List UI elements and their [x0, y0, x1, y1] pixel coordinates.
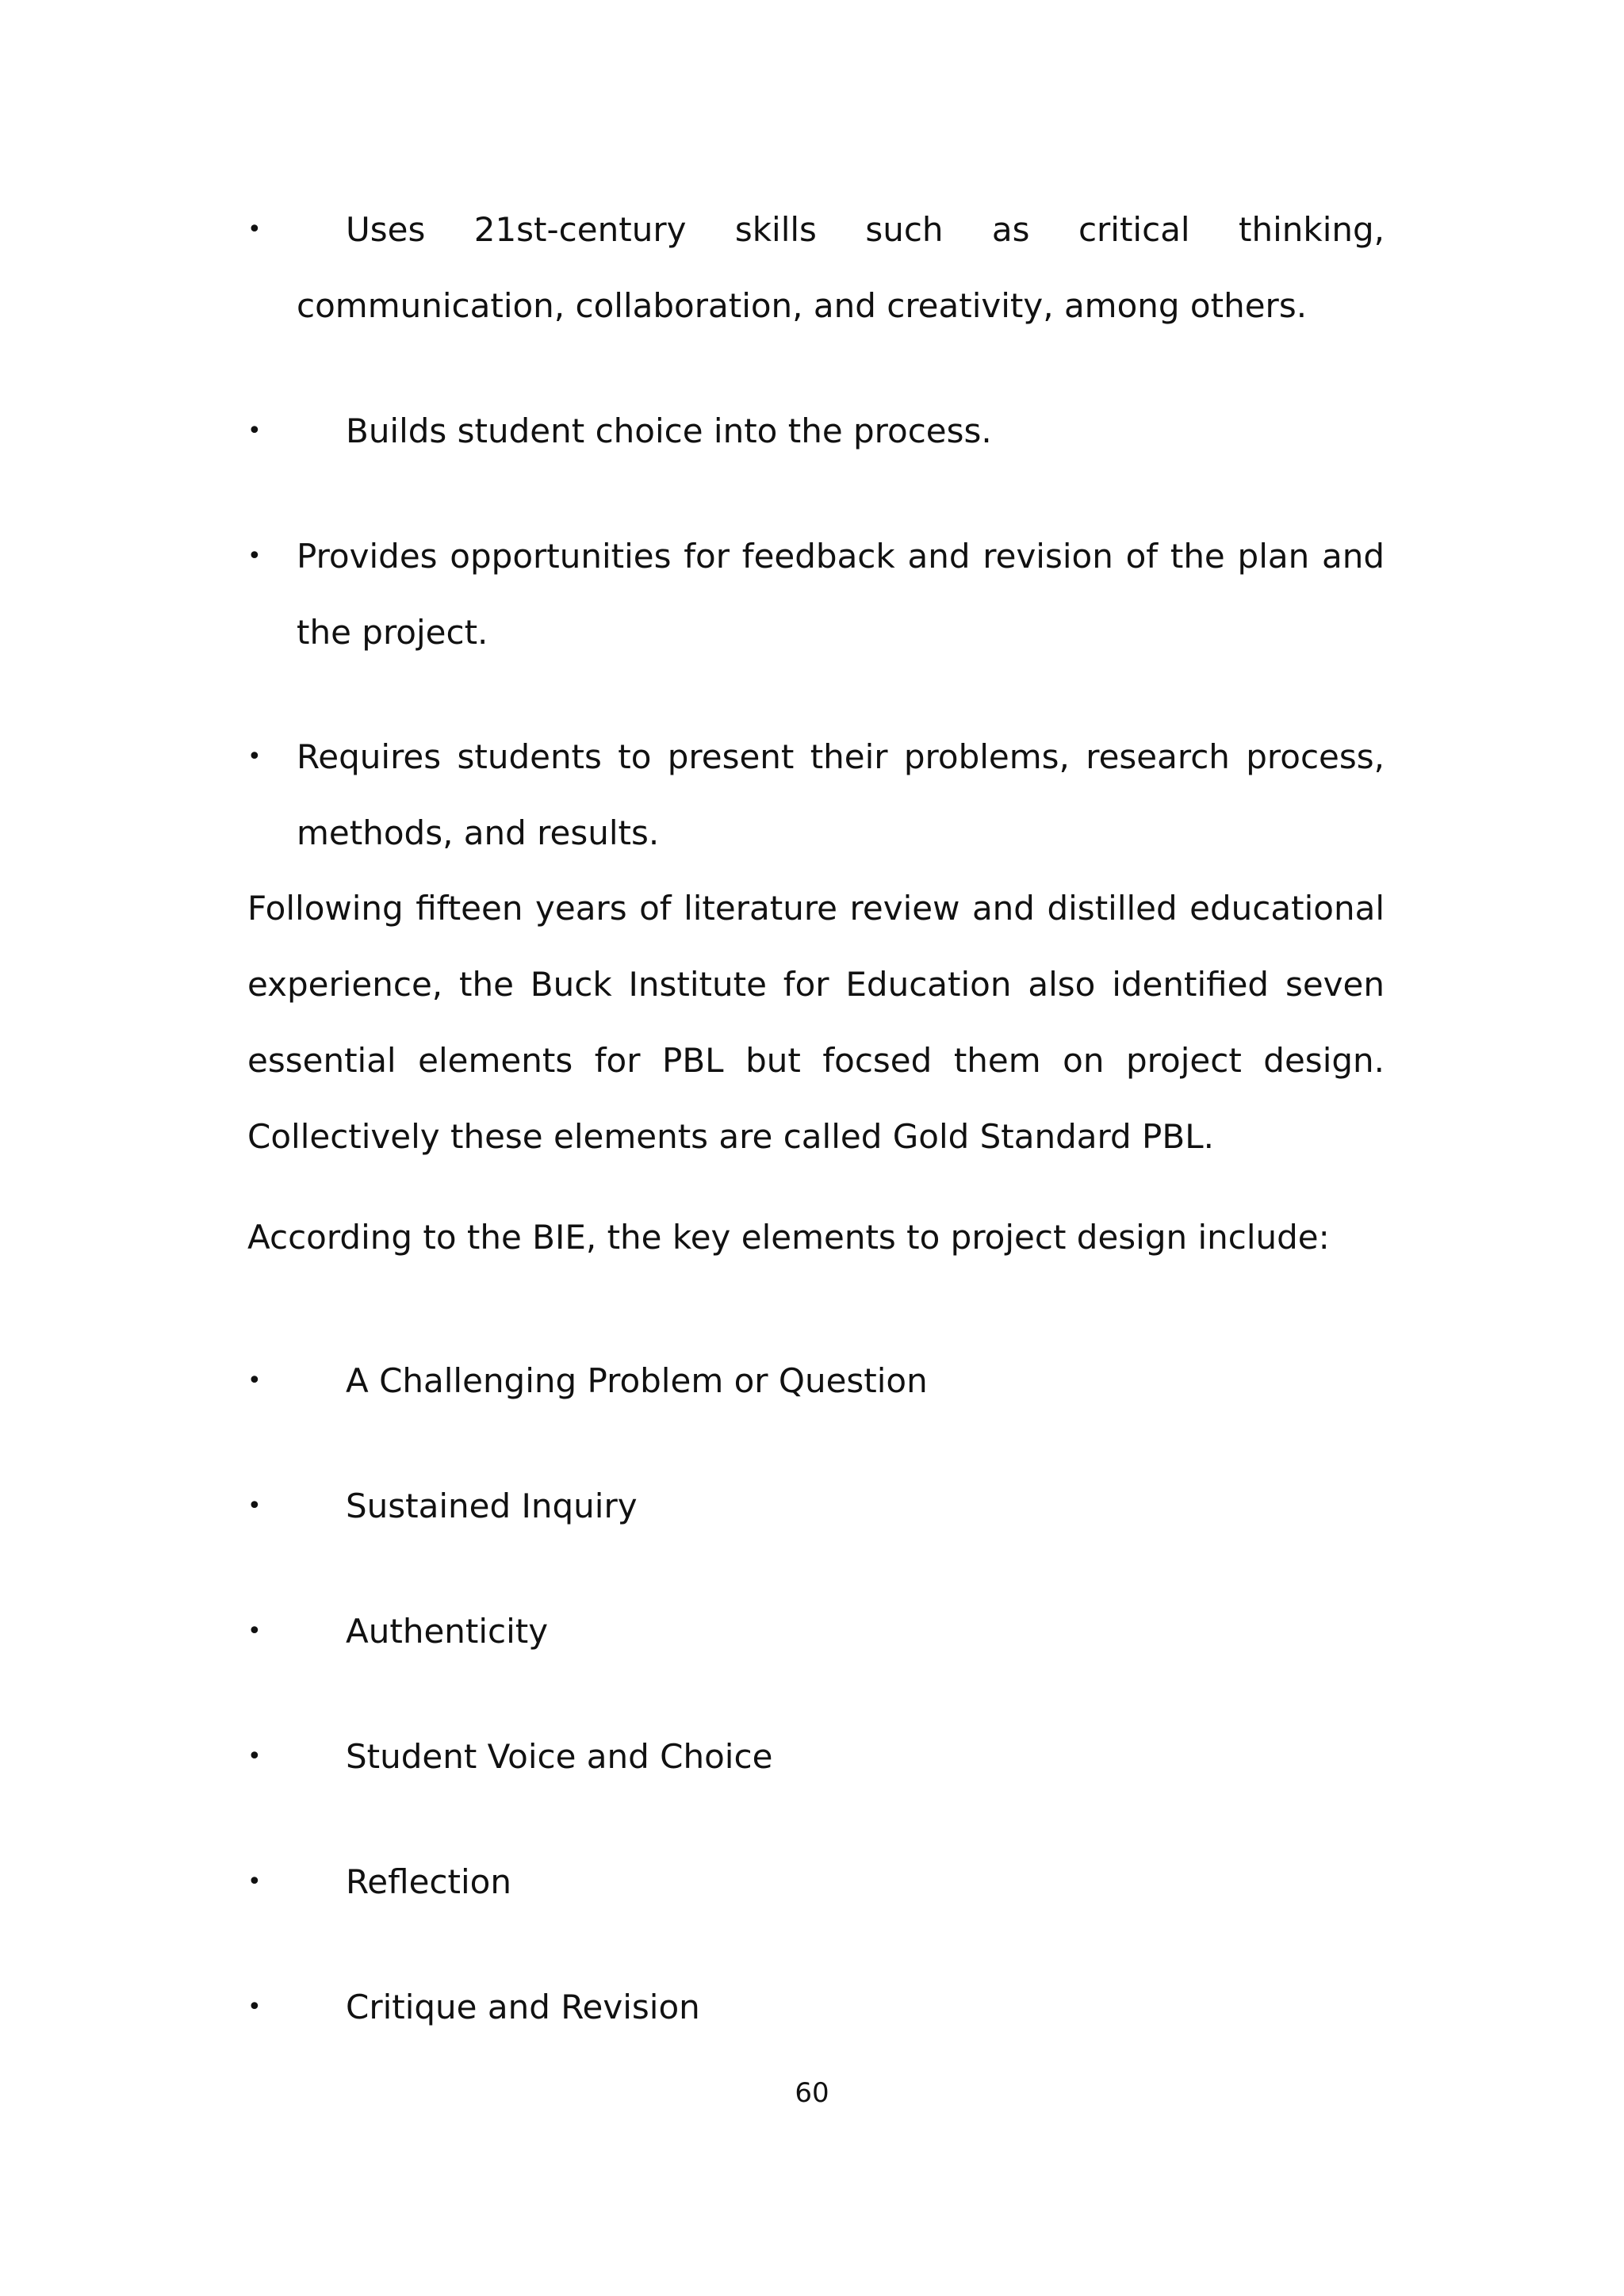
body-paragraph: Following fifteen years of literature review and distilled educational experience, the Buck Institute for Education also identified seven essential elements for PBL but focsed them on project design. Collectively these elements are called Gold Standard PBL. [247, 889, 1385, 1156]
list-item-first-line: Uses 21st-century skills such as critical thinking, [346, 210, 1385, 249]
list-item [247, 1468, 1385, 1544]
list-item-text: Provides opportunities for feedback and revision of the plan and the project. [297, 537, 1385, 652]
bullet-icon: • [247, 1367, 262, 1395]
list-item-text: Student Voice and Choice [346, 1737, 773, 1776]
list-item [247, 393, 1385, 469]
lead-in-sentence: According to the BIE, the key elements to project design include: [247, 1218, 1330, 1257]
bullet-icon: • [247, 743, 262, 771]
bullet-icon: • [247, 216, 262, 243]
list-item-text: Requires students to present their problems, research process, methods, and results. [297, 737, 1385, 852]
list-item [247, 1719, 1385, 1795]
list-item [247, 1343, 1385, 1419]
list-item [247, 1844, 1385, 1920]
bullet-icon: • [247, 1993, 262, 2021]
list-item-text: Authenticity [346, 1612, 549, 1651]
list-item [247, 1969, 1385, 2045]
list-item [247, 519, 1385, 671]
list-item [247, 719, 1385, 871]
bullet-icon: • [247, 1492, 262, 1520]
page-number: 60 [795, 2077, 829, 2109]
list-item [247, 1594, 1385, 1670]
list-item-text [247, 192, 1385, 344]
list-item-text: Builds student choice into the process. [346, 411, 992, 450]
bullet-icon: • [247, 542, 262, 570]
list-item [247, 192, 1385, 344]
bullet-icon: • [247, 1617, 262, 1645]
bullet-icon: • [247, 1743, 262, 1770]
bullet-icon: • [247, 1868, 262, 1896]
list-item-text: Sustained Inquiry [346, 1487, 638, 1525]
list-item-continuation: communication, collaboration, and creativity, among others. [297, 286, 1308, 325]
list-item-text: Critique and Revision [346, 1988, 700, 2026]
bullet-icon: • [247, 417, 262, 445]
list-item-text: Reflection [346, 1862, 511, 1901]
list-item-text: A Challenging Problem or Question [346, 1361, 928, 1400]
